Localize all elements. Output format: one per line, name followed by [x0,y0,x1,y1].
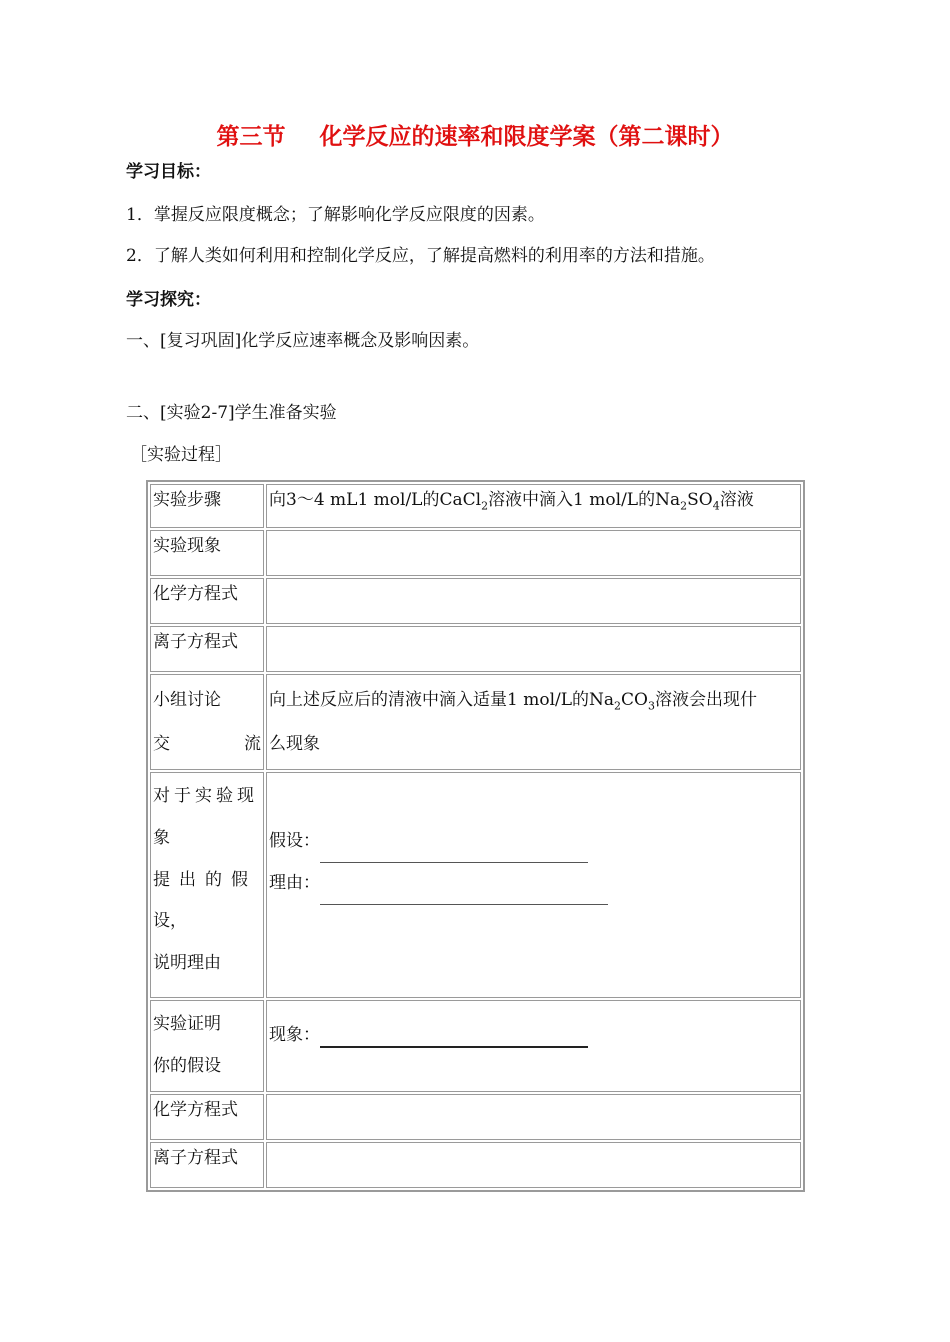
objective-2: 2．了解人类如何利用和控制化学反应，了解提高燃料的利用率的方法和措施。 [126,246,715,266]
document-title [0,118,950,151]
row-label-chem-equation: 化学方程式 [150,578,264,624]
table-row [150,626,801,672]
phenomenon-label: 现象： [269,1025,320,1046]
table-row [150,674,801,770]
hypothesis-blank[interactable] [320,846,588,863]
answer-cell[interactable] [266,1094,801,1140]
hypothesis-label: 假设： [269,831,320,852]
row-label-phenomenon: 实验现象 [150,530,264,576]
row-label-steps: 实验步骤 [150,484,264,528]
row-label-verify: 实验证明 你的假设 [150,1000,264,1091]
answer-cell[interactable] [266,1142,801,1188]
table-row [150,1000,801,1091]
answer-cell[interactable] [266,578,801,624]
answer-cell[interactable] [266,530,801,576]
table-row [150,772,801,998]
process-label: ［实验过程］ [130,445,232,465]
table-row [150,484,801,528]
table-row [150,530,801,576]
steps-cell: 向3～4 mL1 mol/L的CaCl$_2$溶液中滴入1 mol/L的$Na_2SO_4$溶液 [266,484,801,528]
section-review: 一、[复习巩固]化学反应速率概念及影响因素。 [126,331,480,351]
reason-blank[interactable] [320,888,608,905]
table-row [150,1094,801,1140]
title-section: 第三节 [216,124,286,150]
explore-heading: 学习探究： [126,290,211,310]
experiment-table [146,480,805,1192]
answer-cell[interactable] [266,626,801,672]
row-label-hypothesis: 对于实验现 象 提出的假 设， 说明理由 [150,772,264,998]
table-row [150,1142,801,1188]
table-row [150,578,801,624]
section-experiment: 二、[实验2-7]学生准备实验 [126,403,337,423]
objective-1: 1．掌握反应限度概念；了解影响化学反应限度的因素。 [126,205,545,225]
objectives-heading: 学习目标： [126,162,211,182]
verify-cell [266,1000,801,1091]
row-label-chem-equation-2: 化学方程式 [150,1094,264,1140]
reason-label: 理由： [269,873,320,894]
discussion-cell: 向上述反应后的清液中滴入适量1 mol/L的$Na_2CO_3$溶液会出现什 么现象 [266,674,801,770]
title-main: 化学反应的速率和限度学案（第二课时） [319,124,734,150]
phenomenon-blank[interactable] [320,1030,588,1048]
row-label-discussion: 小组讨论 交 流 [150,674,264,770]
hypothesis-cell [266,772,801,998]
row-label-ion-equation-2: 离子方程式 [150,1142,264,1188]
row-label-ion-equation: 离子方程式 [150,626,264,672]
